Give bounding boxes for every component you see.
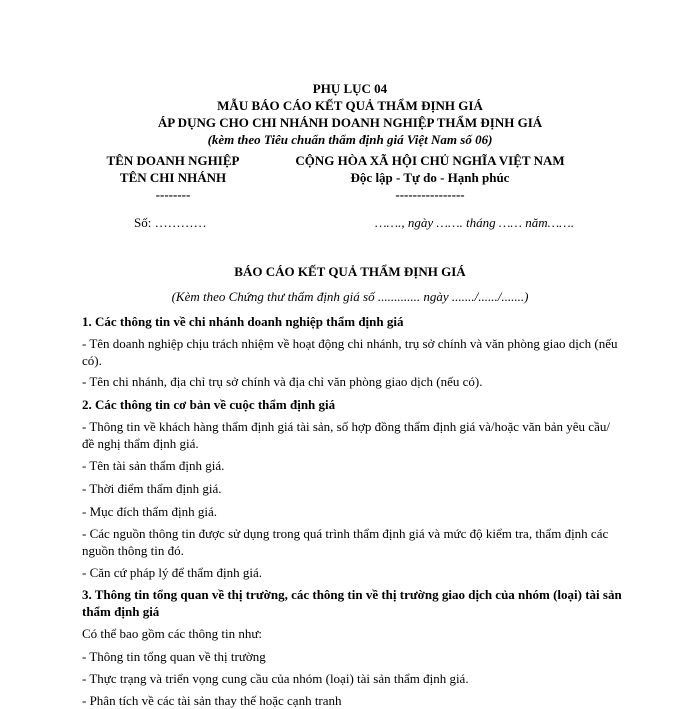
national-motto: Độc lập - Tự do - Hạnh phúc [350, 170, 510, 185]
org-divider: -------- [155, 187, 191, 202]
section2-item: - Thời điểm thẩm định giá. [82, 481, 222, 496]
report-title: BÁO CÁO KẾT QUẢ THẨM ĐỊNH GIÁ [234, 264, 466, 279]
org-header [88, 152, 258, 203]
section3-item: - Thông tin tổng quan về thị trường [82, 649, 266, 664]
section2-item: - Thông tin về khách hàng thẩm định giá tài sản, số hợp đồng thẩm định giá và/hoặc văn bản yêu cầu/đề nghị thẩm định giá. [82, 419, 610, 451]
template-title-line1: MẪU BÁO CÁO KẾT QUẢ THẨM ĐỊNH GIÁ [217, 98, 483, 113]
report-subtitle: (Kèm theo Chứng thư thẩm định giá số ............. ngày ......./....../.......) [171, 289, 529, 304]
section3-heading: 3. Thông tin tổng quan về thị trường, các thông tin về thị trường giao dịch của nhóm (loại) tài sản thẩm định giá [82, 587, 622, 619]
section2-item: - Căn cứ pháp lý để thẩm định giá. [82, 565, 262, 580]
nation-header [280, 152, 580, 203]
country-name: CỘNG HÒA XÃ HỘI CHỦ NGHĨA VIỆT NAM [295, 153, 565, 168]
appendix-label: PHỤ LỤC 04 [312, 81, 388, 96]
template-title-line2: ÁP DỤNG CHO CHI NHÁNH DOANH NGHIỆP THẨM ĐỊNH GIÁ [157, 115, 543, 130]
document-number: Số: ………… [134, 215, 207, 230]
section2-item: - Mục đích thẩm định giá. [82, 504, 218, 519]
template-subtitle: (kèm theo Tiêu chuẩn thẩm định giá Việt Nam số 06) [207, 132, 493, 147]
section3-item: - Thực trạng và triển vọng cung cầu của nhóm (loại) tài sản thẩm định giá. [82, 671, 469, 686]
section1-item: - Tên chi nhánh, địa chỉ trụ sở chính và địa chỉ văn phòng giao dịch (nếu có). [82, 374, 483, 389]
nation-divider: ---------------- [395, 187, 465, 202]
section1-item: - Tên doanh nghiệp chịu trách nhiệm về hoạt động chi nhánh, trụ sở chính và văn phòng giao dịch (nếu có). [82, 336, 618, 368]
date-line: ……., ngày ……. tháng …… năm……. [375, 215, 574, 230]
section2-item: - Các nguồn thông tin được sử dụng trong quá trình thẩm định giá và mức độ kiểm tra, thẩm định các nguồn thông tin đó. [82, 526, 609, 558]
branch-name: TÊN CHI NHÁNH [119, 170, 227, 185]
section3-item: - Phân tích về các tài sản thay thế hoặc cạnh tranh [82, 693, 342, 708]
section2-item: - Tên tài sản thẩm định giá. [82, 458, 225, 473]
company-name: TÊN DOANH NGHIỆP [106, 153, 240, 168]
section3-intro: Có thể bao gồm các thông tin như: [82, 626, 262, 641]
section1-heading: 1. Các thông tin về chi nhánh doanh nghiệp thẩm định giá [82, 314, 404, 329]
section2-heading: 2. Các thông tin cơ bản về cuộc thẩm định giá [82, 397, 336, 412]
